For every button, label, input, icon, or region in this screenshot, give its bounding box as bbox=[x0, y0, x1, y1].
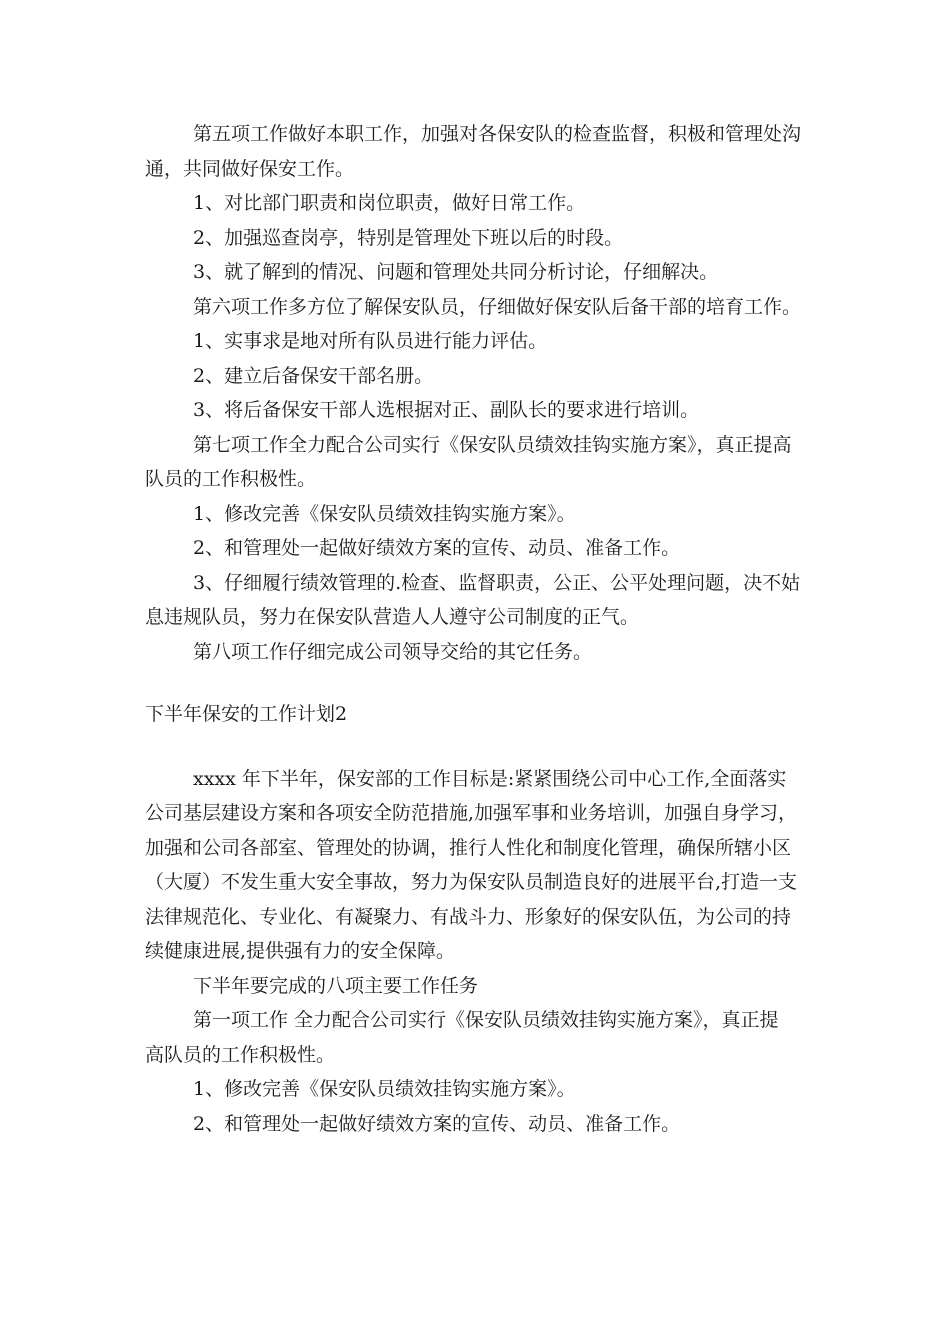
intro-line-5: 法律规范化、专业化、有凝聚力、有战斗力、形象好的保安队伍，为公司的持 bbox=[145, 905, 792, 928]
item7-title-line2: 队员的工作积极性。 bbox=[145, 468, 317, 490]
item6-sub-2: 2、建立后备保安干部名册。 bbox=[193, 364, 434, 387]
item1-sub-2: 2、和管理处一起做好绩效方案的宣传、动员、准备工作。 bbox=[193, 1112, 681, 1135]
item5-sub-3: 3、就了解到的情况、问题和管理处共同分析讨论，仔细解决。 bbox=[193, 261, 719, 283]
intro-line-2: 公司基层建设方案和各项安全防范措施,加强军事和业务培训，加强自身学习， bbox=[145, 802, 798, 824]
intro-line-4: （大厦）不发生重大安全事故，努力为保安队员制造良好的进展平台,打造一支 bbox=[145, 871, 798, 893]
item6-sub-1: 1、实事求是地对所有队员进行能力评估。 bbox=[193, 330, 548, 352]
item7-sub-3-line2: 息违规队员，努力在保安队营造人人遵守公司制度的正气。 bbox=[145, 606, 640, 628]
item1-sub-1: 1、修改完善《保安队员绩效挂钩实施方案》。 bbox=[193, 1078, 576, 1100]
item7-sub-3-line1: 3、仔细履行绩效管理的.检查、监督职责，公正、公平处理问题，决不姑 bbox=[193, 571, 801, 594]
item6-title: 第六项工作多方位了解保安队员，仔细做好保安队后备干部的培育工作。 bbox=[193, 295, 802, 318]
item5-sub-2: 2、加强巡查岗亭，特别是管理处下班以后的时段。 bbox=[193, 226, 624, 249]
intro-line-6: 续健康进展,提供强有力的安全保障。 bbox=[145, 940, 456, 962]
document-page bbox=[145, 117, 810, 1141]
item5-title-line2: 通，共同做好保安工作。 bbox=[145, 157, 355, 180]
intro-line-3: 加强和公司各部室、管理处的协调，推行人性化和制度化管理，确保所辖小区 bbox=[145, 836, 792, 859]
item7-title-line1: 第七项工作全力配合公司实行《保安队员绩效挂钩实施方案》，真正提高 bbox=[193, 433, 792, 456]
section-heading: 下半年保安的工作计划2 bbox=[145, 703, 348, 725]
item1-title-line2: 高队员的工作积极性。 bbox=[145, 1043, 336, 1066]
intro-line-1: xxxx 年下半年，保安部的工作目标是:紧紧围绕公司中心工作,全面落实 bbox=[193, 767, 787, 790]
tasks-title: 下半年要完成的八项主要工作任务 bbox=[193, 974, 479, 997]
item5-title-line1: 第五项工作做好本职工作，加强对各保安队的检查监督，积极和管理处沟 bbox=[193, 123, 802, 145]
item1-title-line1: 第一项工作 全力配合公司实行《保安队员绩效挂钩实施方案》，真正提 bbox=[193, 1009, 779, 1031]
item5-sub-1: 1、对比部门职责和岗位职责，做好日常工作。 bbox=[193, 192, 586, 214]
item7-sub-2: 2、和管理处一起做好绩效方案的宣传、动员、准备工作。 bbox=[193, 537, 681, 559]
item6-sub-3: 3、将后备保安干部人选根据对正、副队长的要求进行培训。 bbox=[193, 399, 700, 421]
item8-title: 第八项工作仔细完成公司领导交给的其它任务。 bbox=[193, 640, 593, 663]
item7-sub-1: 1、修改完善《保安队员绩效挂钩实施方案》。 bbox=[193, 502, 576, 525]
